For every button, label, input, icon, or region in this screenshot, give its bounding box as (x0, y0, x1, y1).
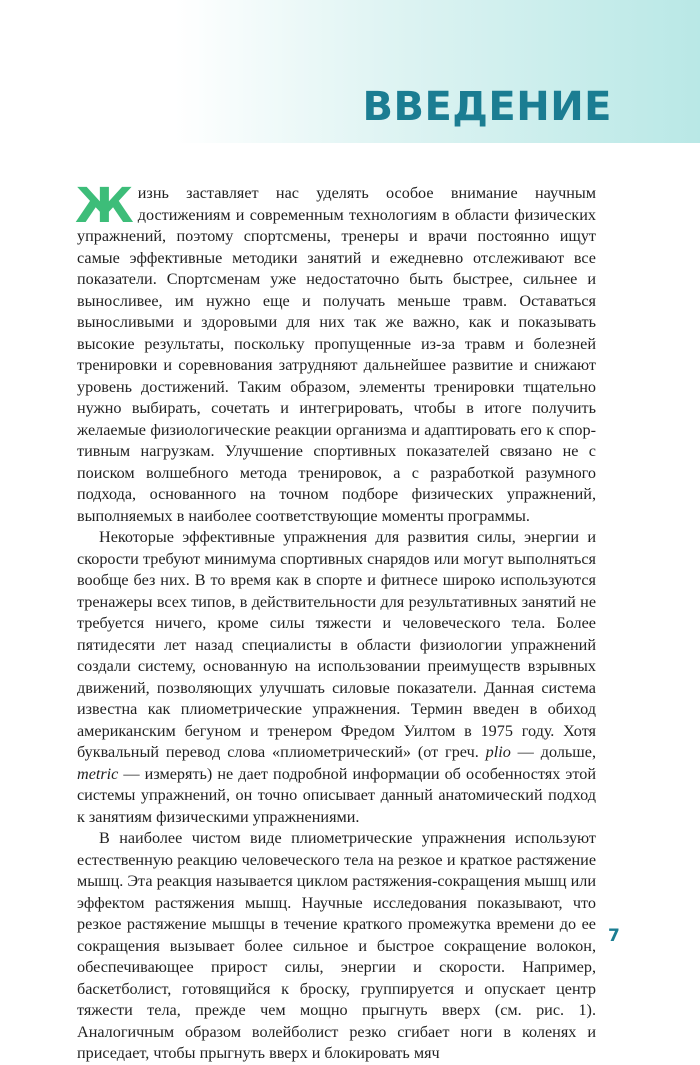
drop-cap: Ж (75, 178, 134, 234)
term-plio: plio (485, 743, 511, 761)
paragraph-2-text-c: — измерять) не дает подробной информации об особенностях этой системы упражнений, он точно описывает данный анатомический подход к занятиям физическими упражнениями. (77, 764, 596, 826)
paragraph-1-text: изнь заставляет нас уделять особое внимание научным достижениям и современным технологиям в области физических упражнений, поэтому спортсмены, тренеры и врачи постоянно ищут самые эффективные методики занятий и ежедневно отслеживают все показатели. Спортсменам уже недостаточно быть быстрее, сильнее и выносливее, им нужно еще и получать меньше травм. Оставаться выносливыми и здоровыми для них так же важно, как и показывать высокие результаты, поскольку пропущенные из-за травм и болезней тренировки и соревнования затрудняют дальнейшее развитие и снижают уровень достижений. Таким образом, элементы тренировки тщательно нужно выбирать, сочетать и интегрировать, чтобы в итоге получить желаемые физиологические реакции организма и адаптировать его к спортивным нагрузкам. Улучшение спортивных показателей связано не с поиском волшебного метода тренировок, а с разработкой разумного подхода, основанного на точном подборе физических упражнений, выполняемых в наиболее соответствующие моменты программы. (77, 184, 596, 525)
paragraph-2-text-b: — дольше, (510, 743, 596, 761)
paragraph-2-text-a: Некоторые эффективные упражнения для развития силы, энергии и скорости требуют минимума спортивных снарядов или могут выполняться вообще без них. В то время как в спорте и фитнесе широко используются тренажеры всех типов, в действительности для результативных занятий не требуется ничего, кроме силы тяжести и человеческого тела. Более пятидесяти лет назад специалисты в области физиологии упражнений создали систему, основанную на использовании преимуществ взрывных движений, позволяющих улучшать силовые показатели. Данная система известна как плиометрические упражнения. Термин введен в обиход американским бегуном и тренером Фредом Уилтом в 1975 году. Хотя буквальный перевод слова «плиометрический» (от греч. (77, 528, 596, 761)
term-metric: metric (77, 764, 119, 783)
paragraph-2 (77, 527, 596, 828)
page-number: 7 (608, 926, 620, 946)
paragraph-1 (75, 178, 596, 527)
paragraph-3 (77, 828, 596, 1065)
body-text (75, 178, 596, 1065)
paragraph-3-text: В наиболее чистом виде плиометрические упражнения используют естественную реакцию человеческого тела на резкое и краткое растяжение мышц. Эта реакция называется циклом растяжения-сокращения мышц или эффектом растяжения мышц. Научные исследования показывают, что резкое растяжение мышцы в течение краткого промежутка времени до ее сокращения вызывает более сильное и быстрое сокращение волокон, обеспечивающее прирост силы, энергии и скорости. Например, баскетболист, готовящийся к броску, группируется и опускает центр тяжести тела, прежде чем мощно прыгнуть вверх (см. рис. 1). Аналогичным образом волейболист резко сгибает ноги в коленях и приседает, чтобы прыгнуть вверх и блокировать мяч (77, 829, 596, 1062)
page-title: ВВЕДЕНИЕ (362, 84, 612, 130)
